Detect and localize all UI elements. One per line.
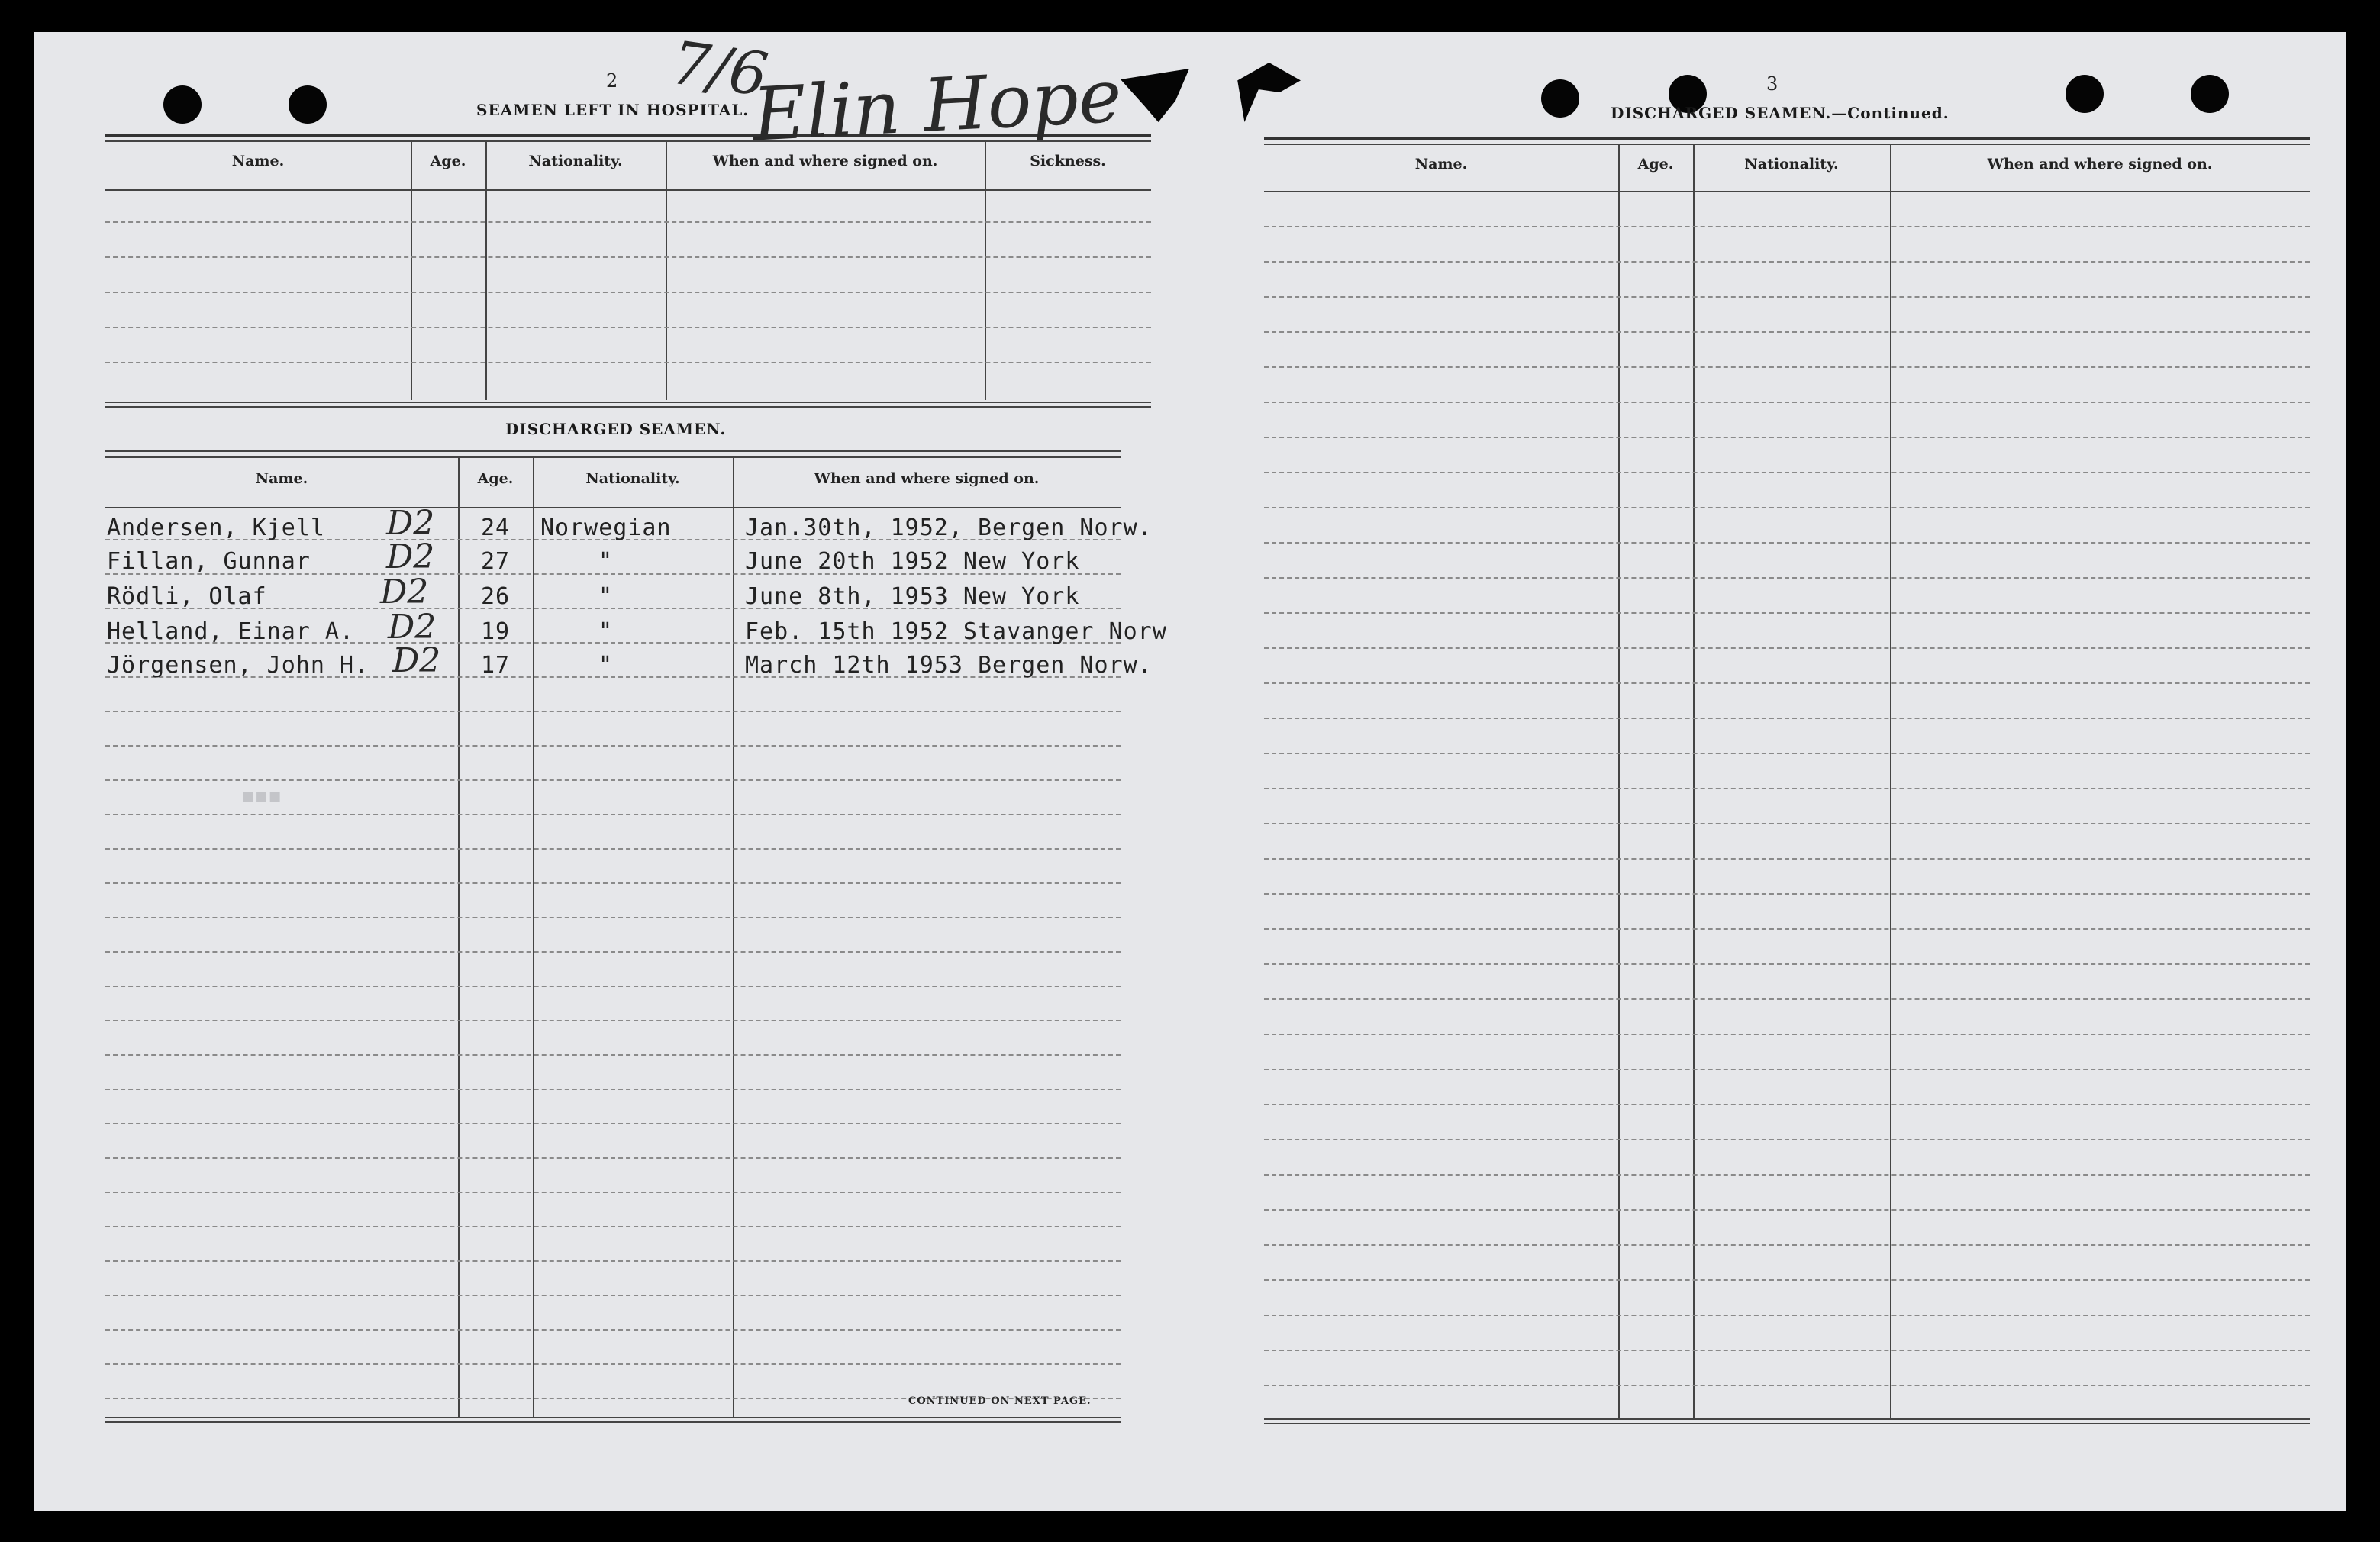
seaman-age: 26 <box>481 583 511 610</box>
binding-notch <box>1230 63 1301 122</box>
ruled-line <box>105 1020 1121 1021</box>
ruled-line <box>105 221 1151 223</box>
column-divider <box>1890 144 1891 1418</box>
seaman-signed-on: June 8th, 1953 New York <box>745 583 1080 610</box>
column-divider <box>458 456 460 1417</box>
page-number-right: 3 <box>1766 73 1779 95</box>
discharge-mark: D2 <box>380 573 429 611</box>
ruled-line <box>1264 1139 2310 1140</box>
ruled-line <box>105 1054 1121 1056</box>
ruled-line <box>1264 1104 2310 1105</box>
ruled-line <box>1264 1069 2310 1070</box>
column-header-name: Name. <box>255 470 308 487</box>
header-underline <box>105 507 1121 508</box>
seaman-age: 19 <box>481 618 511 645</box>
ruled-line <box>1264 542 2310 544</box>
seaman-name: Rödli, Olaf <box>107 583 267 610</box>
continued-footer: CONTINUED ON NEXT PAGE. <box>908 1395 1092 1407</box>
punch-hole <box>289 85 327 124</box>
discharge-mark: D2 <box>392 641 441 680</box>
column-header-signed-on: When and where signed on. <box>712 153 938 169</box>
seaman-signed-on: March 12th 1953 Bergen Norw. <box>745 652 1153 679</box>
ruled-line <box>105 814 1121 815</box>
ruled-line <box>1264 647 2310 649</box>
ruled-line <box>105 779 1121 781</box>
column-divider <box>1618 144 1620 1418</box>
seaman-nationality: " <box>598 652 614 679</box>
table-top-rule <box>105 456 1121 458</box>
ruled-line <box>1264 928 2310 930</box>
discharged-section-title: DISCHARGED SEAMEN. <box>505 420 727 438</box>
ruled-line <box>1264 1385 2310 1386</box>
table-top-rule <box>1264 137 2310 140</box>
ruled-line <box>1264 753 2310 754</box>
column-header-age: Age. <box>1637 156 1674 173</box>
column-divider <box>1693 144 1695 1418</box>
discharge-mark: D2 <box>386 537 435 576</box>
ruled-line <box>105 1363 1121 1365</box>
ruled-line <box>105 882 1121 884</box>
column-divider <box>533 456 534 1417</box>
table-bottom-rule <box>105 402 1151 403</box>
document-sheet <box>34 28 2346 1511</box>
seaman-age: 17 <box>481 652 511 679</box>
handwritten-fraction: 7/6 <box>667 28 772 111</box>
ruled-line <box>105 1226 1121 1227</box>
ruled-line <box>105 1123 1121 1124</box>
table-bottom-rule <box>1264 1418 2310 1420</box>
ruled-line <box>1264 472 2310 473</box>
seaman-signed-on: June 20th 1952 New York <box>745 548 1080 575</box>
ruled-line <box>1264 366 2310 368</box>
seaman-name: Helland, Einar A. <box>107 618 355 645</box>
hospital-section-title: SEAMEN LEFT IN HOSPITAL. <box>476 101 750 119</box>
ruled-line <box>105 1192 1121 1193</box>
header-underline <box>105 189 1151 191</box>
ruled-line <box>105 362 1151 363</box>
ruled-line <box>105 986 1121 987</box>
seaman-nationality: " <box>598 618 614 645</box>
seaman-name: Andersen, Kjell <box>107 515 325 541</box>
column-header-nationality: Nationality. <box>1744 156 1839 173</box>
table-bottom-rule <box>105 1417 1121 1418</box>
ruled-line <box>1264 858 2310 860</box>
ruled-line <box>1264 682 2310 684</box>
seaman-nationality: " <box>598 583 614 610</box>
ruled-line <box>105 1329 1121 1331</box>
ruled-line <box>1264 718 2310 719</box>
table-bottom-rule <box>105 1421 1121 1423</box>
ruled-line <box>1264 437 2310 438</box>
table-bottom-rule <box>105 406 1151 408</box>
ruled-line <box>105 917 1121 918</box>
seaman-nationality: Norwegian <box>540 515 672 541</box>
handwritten-ship-name: Elin Hope <box>750 53 1124 158</box>
ruled-line <box>1264 226 2310 227</box>
punch-hole <box>163 85 202 124</box>
column-header-sickness: Sickness. <box>1030 153 1106 169</box>
ruled-line <box>1264 507 2310 508</box>
column-divider <box>985 140 986 400</box>
ruled-line <box>105 1089 1121 1090</box>
ruled-line <box>105 951 1121 953</box>
column-divider <box>733 456 734 1417</box>
ruled-line <box>1264 402 2310 403</box>
ruled-line <box>1264 823 2310 824</box>
ruled-line <box>1264 577 2310 579</box>
ruled-line <box>105 1157 1121 1159</box>
table-top-rule <box>1264 144 2310 145</box>
seaman-signed-on: Feb. 15th 1952 Stavanger Norw <box>745 618 1167 645</box>
ruled-line <box>105 711 1121 712</box>
column-divider <box>666 140 667 400</box>
ruled-line <box>105 1260 1121 1262</box>
punch-hole <box>2191 75 2229 113</box>
column-header-name: Name. <box>1414 156 1468 173</box>
ruled-line <box>1264 1209 2310 1211</box>
ruled-line <box>1264 261 2310 263</box>
ruled-line <box>105 1295 1121 1296</box>
seaman-age: 27 <box>481 548 511 575</box>
ruled-line <box>1264 998 2310 1000</box>
column-divider <box>411 140 412 400</box>
seaman-name: Jörgensen, John H. <box>107 652 369 679</box>
ruled-line <box>105 327 1151 328</box>
ruled-line <box>1264 331 2310 333</box>
table-bottom-rule <box>1264 1423 2310 1424</box>
column-header-age: Age. <box>430 153 466 169</box>
punch-hole <box>2066 75 2104 113</box>
ruled-line <box>1264 1315 2310 1316</box>
ruled-line <box>105 292 1151 293</box>
ruled-line <box>1264 1174 2310 1176</box>
ruled-line <box>1264 788 2310 789</box>
seaman-nationality: " <box>598 548 614 575</box>
page-number-left: 2 <box>606 70 618 92</box>
ruled-line <box>1264 963 2310 965</box>
seaman-signed-on: Jan.30th, 1952, Bergen Norw. <box>745 515 1153 541</box>
discharge-mark: D2 <box>386 504 435 543</box>
column-header-nationality: Nationality. <box>585 470 680 487</box>
seaman-name: Fillan, Gunnar <box>107 548 311 575</box>
column-header-signed-on: When and where signed on. <box>814 470 1040 487</box>
ruled-line <box>1264 612 2310 614</box>
ruled-line <box>1264 1244 2310 1246</box>
ruled-line <box>1264 1279 2310 1281</box>
faint-stamp-mark: ▪▪▪ <box>241 785 282 808</box>
column-header-nationality: Nationality. <box>528 153 623 169</box>
binding-notch <box>1121 69 1189 122</box>
punch-hole <box>1541 79 1579 118</box>
ruled-line <box>105 848 1121 850</box>
header-underline <box>1264 191 2310 192</box>
ruled-line <box>1264 893 2310 895</box>
discharge-mark: D2 <box>388 608 437 647</box>
ruled-line <box>105 256 1151 258</box>
column-header-signed-on: When and where signed on. <box>1987 156 2213 173</box>
column-header-age: Age. <box>477 470 514 487</box>
column-header-name: Name. <box>231 153 285 169</box>
ruled-line <box>105 745 1121 747</box>
column-divider <box>485 140 487 400</box>
ruled-line <box>1264 296 2310 298</box>
table-top-rule <box>105 450 1121 452</box>
seaman-age: 24 <box>481 515 511 541</box>
discharged-continued-title: DISCHARGED SEAMEN.—Continued. <box>1611 104 1949 122</box>
ruled-line <box>1264 1350 2310 1351</box>
ruled-line <box>1264 1034 2310 1035</box>
